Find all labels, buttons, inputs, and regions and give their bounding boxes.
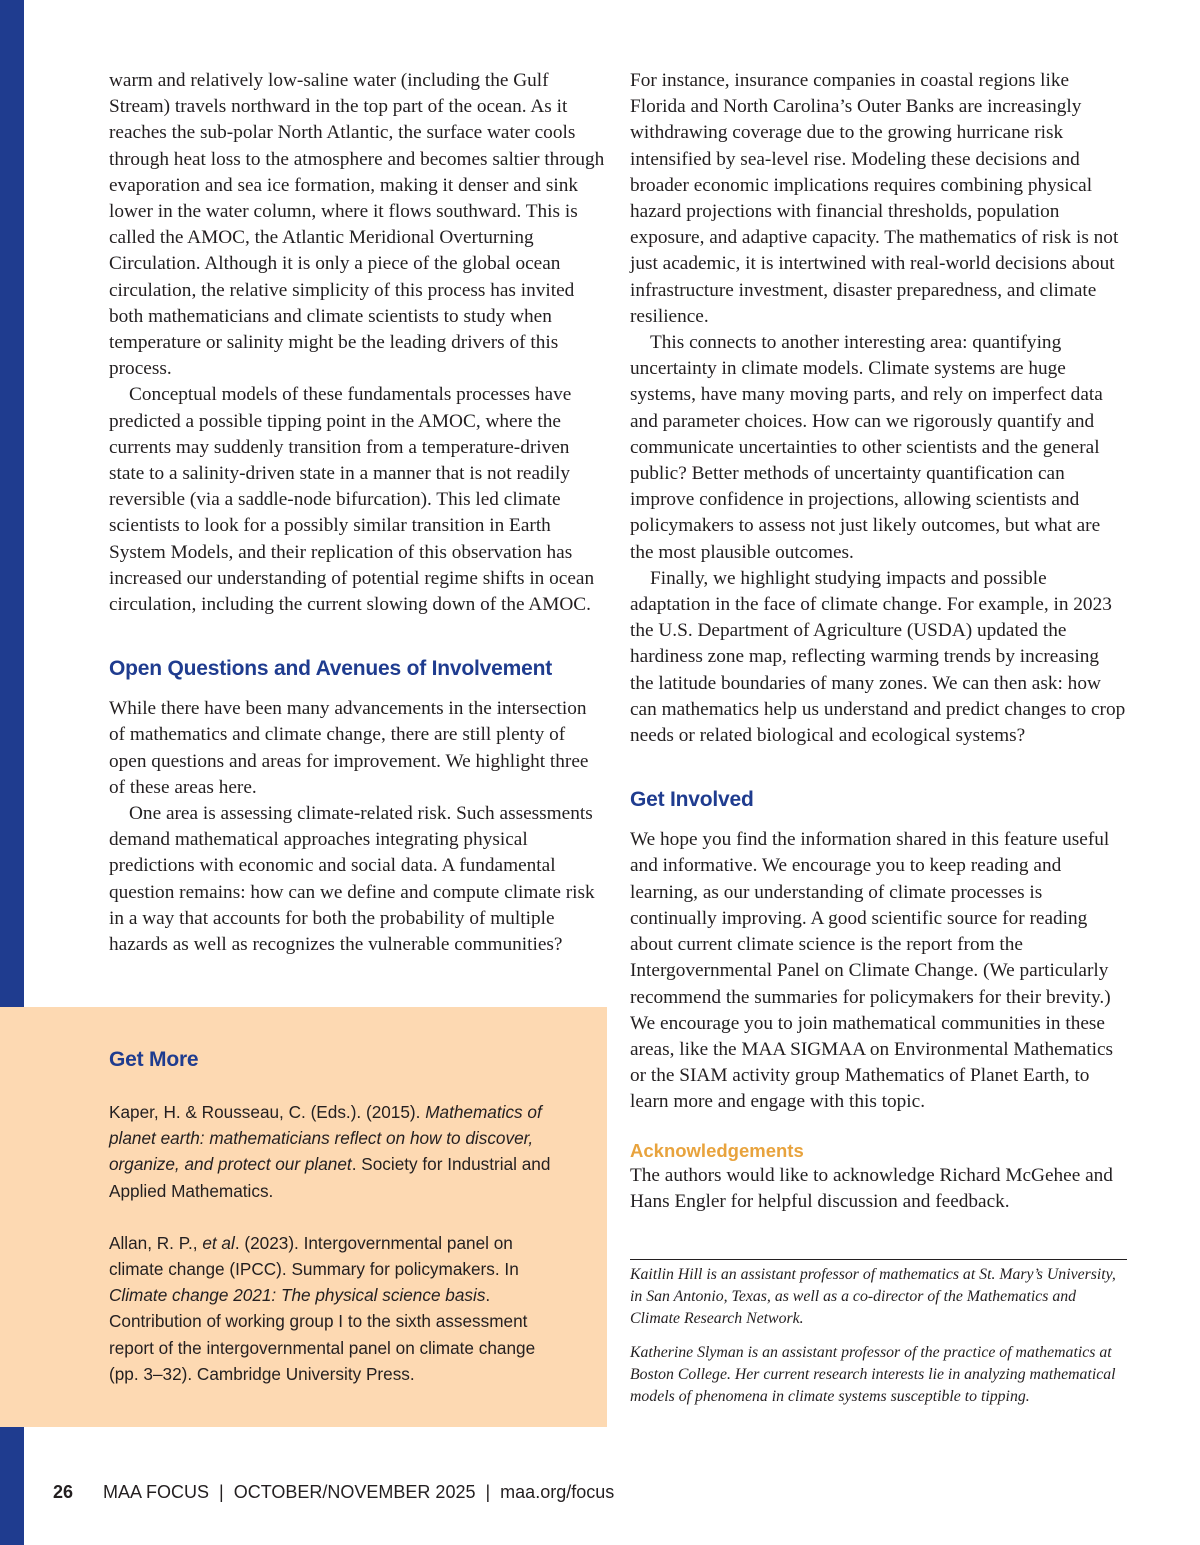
- left-para-4: One area is assessing climate-related risk. Such assessments demand mathematical approaches integrating physical predictions with economic and social data. A fundamental question remains: how can we define and compute climate risk in a way that accounts for both the probability of multiple hazards as well as recognizes the vulnerable communities?: [109, 803, 595, 956]
- get-more-sidebar: [0, 1007, 607, 1427]
- heading-get-involved: Get Involved: [630, 788, 754, 812]
- ref2-title: Climate change 2021: The physical science basis: [109, 1285, 486, 1306]
- left-para-3: While there have been many advancements in the intersection of mathematics and climate change, there are still plenty of open questions and areas for improvement. We highlight three of these areas here.: [109, 698, 589, 798]
- issue-date: OCTOBER/NOVEMBER 2025: [233, 1482, 476, 1502]
- right-para-1: For instance, insurance companies in coastal regions like Florida and North Carolina’s Outer Banks are increasingly withdrawing coverage due to the growing hurricane risk intensified by sea-level rise. Modeling these decisions and broader economic implications requires combining physical hazard projections with financial thresholds, population exposure, and adaptive capacity. The mathematics of risk is not just academic, it is intertwined with real-world decisions about infrastructure investment, disaster preparedness, and climate resilience.: [630, 70, 1119, 327]
- get-more-heading: Get More: [109, 1048, 199, 1071]
- ref1-title: Mathematics of planet earth: mathematicians reflect on how to discover, organize, and protect our planet: [109, 1102, 542, 1175]
- ref2-publisher: . Contribution of working group I to the sixth assessment report of the intergovernmental panel on climate change (pp. 3–32). Cambridge University Press.: [109, 1285, 536, 1384]
- author-bio-slyman: Katherine Slyman is an assistant professor of the practice of mathematics at Boston College. Her current research interests lie in analyzing mathematical models of phenomena in climate systems susceptible to tipping.: [630, 1344, 1116, 1406]
- left-para-2: Conceptual models of these fundamentals processes have predicted a possible tipping point in the AMOC, where the currents may suddenly transition from a temperature-driven state to a salinity-driven state in a manner that is not readily reversible (via a saddle-node bifurcation). This led climate scientists to look for a possibly similar transition in Earth System Models, and their replication of this observation has increased our understanding of potential regime shifts in ocean circulation, including the current slowing down of the AMOC.: [109, 384, 595, 616]
- footer-separator-1: |: [219, 1482, 224, 1502]
- ref2-details: . (2023). Intergovernmental panel on climate change (IPCC). Summary for policymakers. In: [109, 1232, 519, 1280]
- right-column: [630, 68, 1127, 1215]
- ref2-etal: et al: [202, 1232, 235, 1253]
- ref1-publisher: . Society for Industrial and Applied Mathematics.: [109, 1154, 551, 1201]
- footer-separator-2: |: [485, 1482, 491, 1502]
- ref2-authors: Allan, R. P.,: [109, 1232, 203, 1253]
- right-para-3: Finally, we highlight studying impacts and possible adaptation in the face of climate change. For example, in 2023 the U.S. Department of Agriculture (USDA) updated the hardiness zone map, reflecting warming trends by increasing the latitude boundaries of many zones. We can then ask: how can mathematics help us understand and predict changes to crop needs or related biological and ecological systems?: [630, 567, 1126, 747]
- publication-url: maa.org/focus: [500, 1482, 615, 1502]
- right-para-2: This connects to another interesting area: quantifying uncertainty in climate models. Climate systems are huge systems, have many moving parts, and rely on imperfect data and parameter choices. How can we rigorously quantify and communicate uncertainties to other scientists and the general public? Better methods of uncertainty quantification can improve confidence in projections, allowing scientists and policymakers to assess not just likely outcomes, but what are the most plausible outcomes.: [630, 332, 1103, 563]
- page-number: 26: [53, 1482, 74, 1502]
- ref1-authors: Kaper, H. & Rousseau, C. (Eds.). (2015).: [109, 1102, 426, 1122]
- reference-allan: [109, 1230, 559, 1387]
- heading-open-questions: Open Questions and Avenues of Involvement: [109, 657, 552, 681]
- author-bio-hill: Kaitlin Hill is an assistant professor of mathematics at St. Mary’s University, in San Antonio, Texas, as well as a co-director of the Mathematics and Climate Research Network.: [630, 1266, 1116, 1328]
- left-column: [109, 68, 607, 958]
- page-footer: [53, 1480, 614, 1504]
- bio-divider: [630, 1259, 1127, 1260]
- publication-name: MAA FOCUS: [103, 1482, 210, 1502]
- left-para-1: warm and relatively low-saline water (including the Gulf Stream) travels northward in the top part of the ocean. As it reaches the sub-polar North Atlantic, the surface water cools through heat loss to the atmosphere and becomes saltier through evaporation and sea ice formation, making it denser and sink lower in the water column, where it flows southward. This is called the AMOC, the Atlantic Meridional Overturning Circulation. Although it is only a piece of the global ocean circulation, the relative simplicity of this process has invited both mathematicians and climate scientists to study when temperature or salinity might be the leading drivers of this process.: [109, 70, 605, 380]
- acknowledgements-text: The authors would like to acknowledge Richard McGehee and Hans Engler for helpful discussion and feedback.: [630, 1164, 1113, 1212]
- heading-acknowledgements: Acknowledgements: [630, 1139, 804, 1161]
- reference-kaper: [109, 1099, 559, 1204]
- right-para-4: We hope you find the information shared in this feature useful and informative. We encourage you to keep reading and learning, as our understanding of climate processes is continually improving. A good scientific source for reading about current climate science is the report from the Intergovernmental Panel on Climate Change. (We particularly recommend the summaries for policymakers for their brevity.) We encourage you to join mathematical communities in these areas, like the MAA SIGMAA on Environmental Mathematics or the SIAM activity group Mathematics of Planet Earth, to learn more and engage with this topic.: [630, 829, 1114, 1113]
